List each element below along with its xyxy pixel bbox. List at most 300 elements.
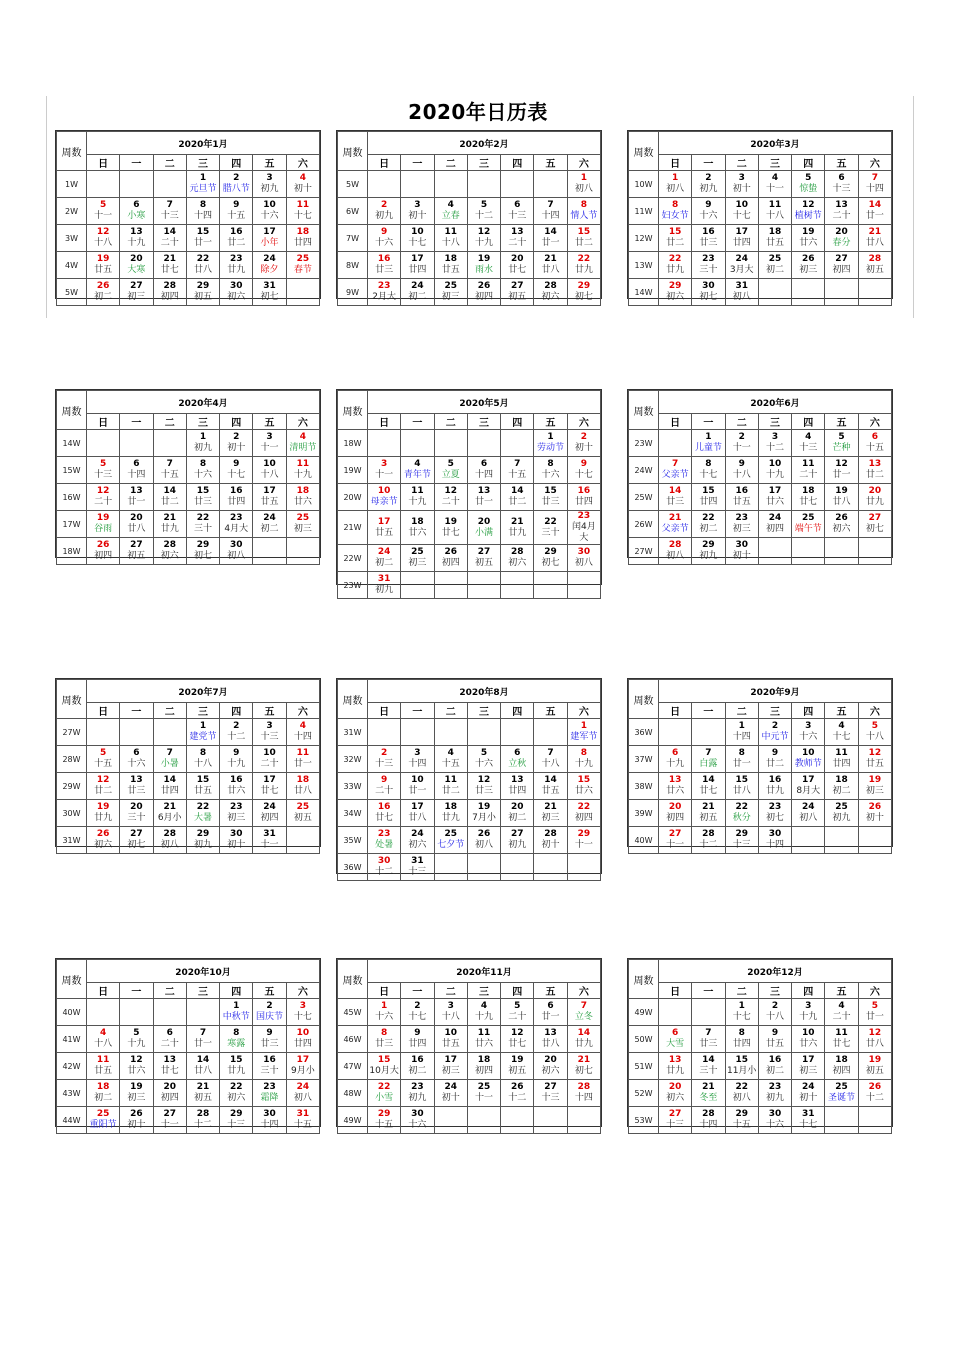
lunar-date: 初五 <box>865 265 884 275</box>
day-cell <box>825 1026 858 1053</box>
day-cell <box>534 279 567 306</box>
weekday-header: 五 <box>825 983 858 999</box>
day-number: 12 <box>511 1028 524 1038</box>
lunar-date: 初五 <box>193 1093 212 1103</box>
lunar-date: 廿五 <box>541 786 560 796</box>
day-number: 8 <box>547 459 554 469</box>
lunar-date: 10月大 <box>369 1066 399 1076</box>
day-cell <box>401 1080 434 1107</box>
weeks-header: 周数 <box>338 132 368 171</box>
day-number: 9 <box>738 459 745 469</box>
day-number: 26 <box>130 1109 143 1119</box>
lunar-date: 廿二 <box>574 238 593 248</box>
day-cell <box>567 511 600 545</box>
day-cell <box>368 999 401 1026</box>
day-number: 13 <box>511 227 524 237</box>
lunar-date: 廿九 <box>508 527 527 538</box>
lunar-date: 十三 <box>160 211 179 221</box>
lunar-date: 初八 <box>227 551 246 561</box>
day-cell <box>186 800 219 827</box>
lunar-date: 十七 <box>408 238 427 248</box>
day-number: 19 <box>477 254 491 264</box>
day-cell <box>120 773 153 800</box>
weekday-header: 三 <box>467 983 500 999</box>
day-number: 23 <box>577 511 591 521</box>
day-cell <box>153 1080 186 1107</box>
lunar-date: 廿一 <box>865 1012 884 1022</box>
week-number: 49W <box>338 1107 368 1134</box>
day-number: 11 <box>296 459 310 469</box>
day-number: 4 <box>299 432 306 442</box>
day-cell <box>858 225 891 252</box>
lunar-date: 廿七 <box>260 786 279 796</box>
lunar-date: 十三 <box>666 1120 685 1130</box>
week-row <box>57 800 320 827</box>
week-number: 7W <box>338 225 368 252</box>
day-number: 18 <box>444 254 457 264</box>
day-cell <box>659 279 692 306</box>
day-number: 26 <box>444 547 457 557</box>
month-calendar <box>627 389 893 561</box>
lunar-date: 初五 <box>474 558 493 568</box>
day-cell <box>659 999 692 1026</box>
weekday-header: 五 <box>825 155 858 171</box>
weekday-header: 六 <box>567 414 600 430</box>
day-number: 2 <box>266 1001 273 1011</box>
day-cell <box>153 746 186 773</box>
week-row <box>629 511 892 538</box>
lunar-date: 立春 <box>441 211 460 221</box>
lunar-date: 廿九 <box>94 813 113 823</box>
day-number: 7 <box>705 1028 712 1038</box>
day-number: 9 <box>233 200 240 210</box>
day-cell <box>534 1080 567 1107</box>
week-row <box>338 171 601 198</box>
lunar-date: 初九 <box>375 211 394 221</box>
lunar-date: 十九 <box>408 497 427 507</box>
day-number: 23 <box>768 802 782 812</box>
day-number: 3 <box>414 200 421 210</box>
day-cell <box>153 511 186 538</box>
lunar-date: 初十 <box>408 211 427 221</box>
day-number: 5 <box>838 432 845 442</box>
weekday-header: 六 <box>858 414 891 430</box>
lunar-date: 立冬 <box>574 1012 593 1022</box>
lunar-date: 廿三 <box>193 497 212 507</box>
lunar-date: 十七 <box>832 732 851 742</box>
day-cell <box>725 800 758 827</box>
week-row <box>338 773 601 800</box>
lunar-date: 十一 <box>474 1093 493 1103</box>
weeks-header: 周数 <box>629 680 659 719</box>
lunar-date: 初六 <box>160 551 179 561</box>
weekday-header: 三 <box>467 414 500 430</box>
day-number: 28 <box>163 281 176 291</box>
lunar-date: 廿四 <box>732 1039 751 1049</box>
day-cell <box>186 999 219 1026</box>
lunar-date: 初八 <box>574 184 593 194</box>
day-number: 26 <box>868 1082 882 1092</box>
week-number: 14W <box>629 279 659 306</box>
day-number: 3 <box>381 459 388 469</box>
lunar-date: 廿一 <box>732 759 751 769</box>
day-number: 22 <box>196 802 210 812</box>
lunar-date: 十八 <box>193 759 212 769</box>
week-number: 6W <box>338 198 368 225</box>
lunar-date: 二十 <box>441 497 460 507</box>
day-cell <box>534 572 567 599</box>
day-cell <box>692 827 725 854</box>
day-cell <box>434 1026 467 1053</box>
day-number: 13 <box>868 459 882 469</box>
day-cell <box>434 800 467 827</box>
weekday-header: 三 <box>758 703 791 719</box>
week-number: 51W <box>629 1053 659 1080</box>
day-cell <box>153 430 186 457</box>
lunar-date: 廿三 <box>699 238 718 248</box>
week-row <box>57 1107 320 1134</box>
week-number: 18W <box>57 538 87 565</box>
day-number: 23 <box>377 829 391 839</box>
day-cell <box>153 1026 186 1053</box>
day-cell <box>692 719 725 746</box>
day-number: 1 <box>738 721 745 731</box>
lunar-date: 十七 <box>732 211 751 221</box>
week-row <box>57 198 320 225</box>
day-number: 13 <box>668 1055 682 1065</box>
lunar-date: 廿八 <box>541 1039 560 1049</box>
lunar-date: 2月大 <box>372 292 396 302</box>
day-cell <box>87 1053 120 1080</box>
day-number: 25 <box>296 513 310 523</box>
lunar-date: 廿三 <box>375 265 394 275</box>
day-cell <box>534 1026 567 1053</box>
day-number: 2 <box>233 721 240 731</box>
month-title: 2020年10月 <box>87 960 320 983</box>
day-cell <box>120 1053 153 1080</box>
day-number: 1 <box>705 432 712 442</box>
day-cell <box>825 999 858 1026</box>
day-cell <box>186 225 219 252</box>
lunar-date: 二十 <box>160 1039 179 1049</box>
lunar-date: 十四 <box>574 1093 593 1103</box>
lunar-date: 廿一 <box>127 497 146 507</box>
day-cell <box>758 279 791 306</box>
day-number: 21 <box>196 1082 210 1092</box>
lunar-date: 初四 <box>574 813 593 823</box>
day-number: 12 <box>835 459 848 469</box>
lunar-date: 初四 <box>94 551 113 561</box>
day-number: 2 <box>381 748 388 758</box>
lunar-date: 十二 <box>227 732 246 742</box>
week-row <box>57 538 320 565</box>
day-number: 24 <box>411 829 424 839</box>
lunar-date: 十一 <box>375 470 394 480</box>
day-cell <box>368 773 401 800</box>
lunar-date: 十八 <box>94 1039 113 1049</box>
lunar-date: 十八 <box>865 732 884 742</box>
lunar-date: 廿三 <box>375 1039 394 1049</box>
lunar-date: 十七 <box>799 1120 818 1130</box>
day-number: 24 <box>411 281 424 291</box>
day-cell <box>659 198 692 225</box>
lunar-date: 十四 <box>293 732 312 742</box>
day-number: 29 <box>196 540 210 550</box>
day-cell <box>401 572 434 599</box>
day-number: 14 <box>868 200 882 210</box>
lunar-date: 立秋 <box>508 759 527 769</box>
day-cell <box>692 538 725 565</box>
day-number: 14 <box>163 486 176 496</box>
day-number: 18 <box>411 516 424 527</box>
week-row <box>629 1026 892 1053</box>
day-number: 28 <box>668 540 682 550</box>
day-number: 14 <box>163 227 176 237</box>
day-number: 8 <box>233 1028 240 1038</box>
day-cell <box>534 999 567 1026</box>
lunar-date: 建党节 <box>189 732 217 742</box>
day-cell <box>120 746 153 773</box>
day-number: 13 <box>544 1028 557 1038</box>
lunar-date: 重阳节 <box>89 1120 117 1130</box>
day-cell <box>534 827 567 854</box>
day-cell <box>659 538 692 565</box>
day-cell <box>286 719 319 746</box>
day-number: 21 <box>544 254 557 264</box>
day-number: 21 <box>163 802 176 812</box>
lunar-date: 廿三 <box>699 1039 718 1049</box>
lunar-date: 廿八 <box>293 786 312 796</box>
day-number: 23 <box>263 1082 276 1092</box>
day-cell <box>725 430 758 457</box>
day-cell <box>368 746 401 773</box>
day-number: 26 <box>96 281 110 291</box>
weekday-header: 四 <box>792 703 825 719</box>
day-cell <box>153 827 186 854</box>
day-cell <box>858 746 891 773</box>
lunar-date: 初四 <box>160 1093 179 1103</box>
lunar-date: 初五 <box>699 813 718 823</box>
day-cell <box>792 538 825 565</box>
lunar-date: 廿一 <box>193 1039 212 1049</box>
day-number: 6 <box>133 200 140 210</box>
day-cell <box>120 1080 153 1107</box>
day-number: 10 <box>263 748 276 758</box>
lunar-date: 十三 <box>227 1120 246 1130</box>
day-number: 13 <box>668 775 682 785</box>
day-cell <box>692 1053 725 1080</box>
day-number: 22 <box>735 802 748 812</box>
day-number: 11 <box>477 1028 491 1038</box>
day-cell <box>401 279 434 306</box>
day-cell <box>467 827 500 854</box>
lunar-date: 十六 <box>408 1120 427 1130</box>
lunar-date: 十七 <box>699 470 718 480</box>
day-cell <box>220 1107 253 1134</box>
lunar-date: 十九 <box>127 1039 146 1049</box>
day-cell <box>186 171 219 198</box>
day-cell <box>567 1026 600 1053</box>
day-cell <box>567 800 600 827</box>
day-cell <box>567 999 600 1026</box>
weekday-header: 四 <box>501 155 534 171</box>
day-number: 1 <box>199 432 207 442</box>
day-number: 7 <box>705 748 712 758</box>
day-cell <box>401 854 434 881</box>
weekday-header: 六 <box>567 155 600 171</box>
day-number: 5 <box>871 1001 878 1011</box>
day-cell <box>725 198 758 225</box>
day-cell <box>792 999 825 1026</box>
weekday-header: 二 <box>725 703 758 719</box>
day-cell <box>692 1080 725 1107</box>
day-number: 11 <box>296 200 310 210</box>
day-number: 26 <box>96 540 110 550</box>
day-number: 13 <box>477 486 491 496</box>
day-number: 18 <box>296 486 310 496</box>
day-cell <box>120 252 153 279</box>
lunar-date: 廿六 <box>799 238 818 248</box>
lunar-date: 二十 <box>375 786 394 796</box>
day-number: 17 <box>411 254 424 264</box>
day-number: 1 <box>580 173 587 183</box>
day-cell <box>467 545 500 572</box>
lunar-date: 教师节 <box>794 759 822 769</box>
day-number: 17 <box>377 516 391 527</box>
day-number: 18 <box>802 486 815 496</box>
day-cell <box>434 511 467 545</box>
day-number: 19 <box>96 254 110 264</box>
lunar-date: 廿四 <box>293 1039 312 1049</box>
day-cell <box>725 1026 758 1053</box>
day-cell <box>501 171 534 198</box>
lunar-date: 小寒 <box>127 211 146 221</box>
day-number: 20 <box>477 516 491 527</box>
day-cell <box>825 171 858 198</box>
day-cell <box>825 1080 858 1107</box>
day-cell <box>725 538 758 565</box>
lunar-date: 廿一 <box>193 238 212 248</box>
weekday-header: 二 <box>153 155 186 171</box>
lunar-date: 初九 <box>375 585 394 595</box>
lunar-date: 廿四 <box>408 265 427 275</box>
day-number: 20 <box>668 802 682 812</box>
day-cell <box>567 225 600 252</box>
week-number: 9W <box>338 279 368 306</box>
lunar-date: 十六 <box>375 1012 394 1022</box>
lunar-date: 初四 <box>765 524 784 534</box>
day-number: 29 <box>735 1109 748 1119</box>
day-cell <box>758 252 791 279</box>
day-number: 8 <box>738 1028 745 1038</box>
day-cell <box>186 457 219 484</box>
day-cell <box>401 999 434 1026</box>
weekday-header: 三 <box>467 703 500 719</box>
day-number: 8 <box>199 200 207 210</box>
month-calendar <box>336 678 602 877</box>
lunar-date: 妇女节 <box>661 211 689 221</box>
day-cell <box>534 854 567 881</box>
day-number: 21 <box>544 802 557 812</box>
day-cell <box>659 1053 692 1080</box>
day-cell <box>87 171 120 198</box>
lunar-date: 三十 <box>541 527 560 538</box>
week-row <box>629 538 892 565</box>
lunar-date: 劳动节 <box>537 443 565 453</box>
day-number: 8 <box>738 748 745 758</box>
day-cell <box>401 1107 434 1134</box>
lunar-date: 廿三 <box>541 497 560 507</box>
lunar-date: 立夏 <box>441 470 460 480</box>
day-cell <box>725 457 758 484</box>
day-number: 24 <box>802 802 815 812</box>
day-number: 18 <box>444 802 457 812</box>
day-number: 2 <box>580 432 587 442</box>
lunar-date: 元旦节 <box>189 184 217 194</box>
lunar-date: 七夕节 <box>437 840 465 850</box>
day-cell <box>434 171 467 198</box>
lunar-date: 十三 <box>541 1093 560 1103</box>
lunar-date: 二十 <box>94 497 113 507</box>
day-cell <box>467 171 500 198</box>
week-row <box>338 1107 601 1134</box>
lunar-date: 三十 <box>699 1066 718 1076</box>
day-number: 30 <box>411 1109 424 1119</box>
day-number: 12 <box>477 775 491 785</box>
day-number: 7 <box>514 459 521 469</box>
day-number: 24 <box>263 802 276 812</box>
day-number: 16 <box>377 802 391 812</box>
day-number: 20 <box>544 1055 557 1065</box>
lunar-date: 大雪 <box>666 1039 685 1049</box>
week-row <box>57 1026 320 1053</box>
day-cell <box>401 1053 434 1080</box>
week-number: 48W <box>338 1080 368 1107</box>
day-cell <box>153 225 186 252</box>
day-cell <box>186 1053 219 1080</box>
lunar-date: 清明节 <box>289 443 317 453</box>
week-row <box>338 511 601 545</box>
week-number: 25W <box>629 484 659 511</box>
weekday-header: 一 <box>692 703 725 719</box>
day-cell <box>725 484 758 511</box>
lunar-date: 初三 <box>408 558 427 568</box>
day-number: 10 <box>802 748 815 758</box>
day-cell <box>501 572 534 599</box>
lunar-date: 初三 <box>227 813 246 823</box>
lunar-date: 十三 <box>408 867 427 877</box>
lunar-date: 初三 <box>127 1093 146 1103</box>
day-cell <box>659 225 692 252</box>
day-number: 12 <box>477 227 491 237</box>
weekday-header: 二 <box>153 983 186 999</box>
day-cell <box>220 225 253 252</box>
day-cell <box>825 746 858 773</box>
day-cell <box>467 1026 500 1053</box>
lunar-date: 十二 <box>193 1120 212 1130</box>
day-cell <box>186 252 219 279</box>
day-number: 17 <box>411 802 424 812</box>
lunar-date: 初四 <box>441 558 460 568</box>
day-number: 30 <box>377 856 391 866</box>
lunar-date: 初五 <box>293 813 312 823</box>
day-cell <box>220 746 253 773</box>
day-cell <box>692 746 725 773</box>
day-number: 4 <box>447 200 454 210</box>
day-number: 17 <box>296 1055 310 1065</box>
day-cell <box>534 1107 567 1134</box>
day-cell <box>825 279 858 306</box>
